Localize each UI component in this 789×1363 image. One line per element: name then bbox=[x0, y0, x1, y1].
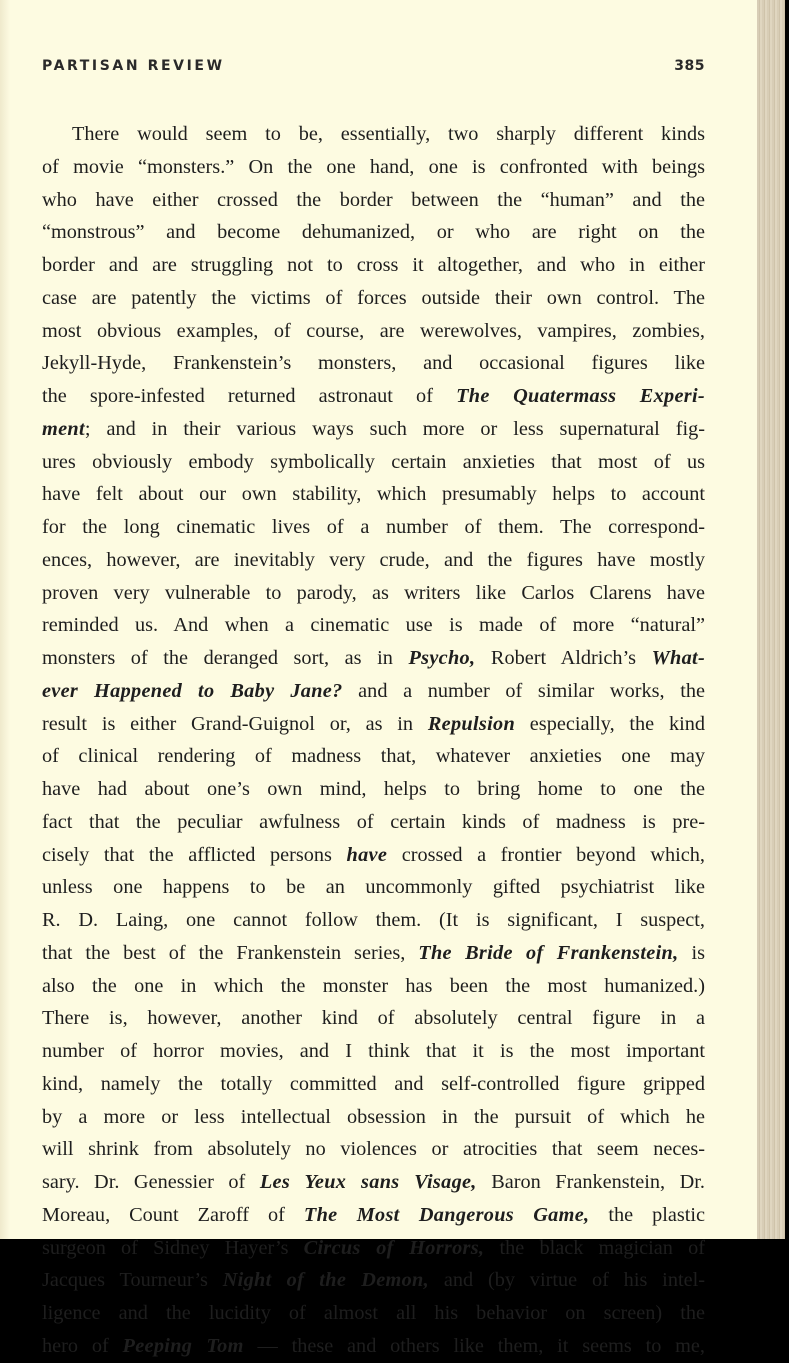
text-segment: and a number of similar works, the bbox=[342, 679, 705, 702]
text-segment: proven very vulnerable to parody, as writers like Carlos Clarens have bbox=[42, 581, 705, 604]
text-segment: fact that the peculiar awfulness of certain kinds of madness is pre- bbox=[42, 810, 705, 833]
text-line bbox=[42, 151, 705, 184]
text-segment: monsters of the deranged sort, as in bbox=[42, 647, 409, 669]
text-line bbox=[42, 1035, 705, 1068]
text-segment: that the best of the Frankenstein series, bbox=[42, 941, 419, 964]
running-header bbox=[42, 58, 705, 82]
text-line bbox=[42, 773, 705, 806]
italic-title: The Most Dangerous Game, bbox=[303, 1203, 590, 1226]
italic-title: Les Yeux sans Visage, bbox=[259, 1171, 477, 1193]
text-segment: by a more or less intellectual obsession in the pursuit of which he bbox=[42, 1105, 705, 1128]
italic-title: Circus of Horrors, bbox=[303, 1236, 485, 1259]
text-segment: unless one happens to be an uncommonly gifted psychiatrist like bbox=[42, 876, 705, 899]
text-line bbox=[42, 609, 705, 642]
italic-title: What- bbox=[651, 647, 705, 669]
text-line bbox=[42, 937, 705, 970]
text-line bbox=[42, 970, 705, 1003]
italic-title: ment bbox=[42, 417, 85, 440]
text-line bbox=[42, 904, 705, 937]
text-line bbox=[42, 1068, 705, 1101]
text-line bbox=[42, 642, 705, 675]
text-line bbox=[42, 1330, 705, 1363]
text-line bbox=[42, 544, 705, 577]
text-line bbox=[42, 413, 705, 446]
text-segment: ligence and the lucidity of almost all his behavior on screen) the bbox=[42, 1302, 705, 1324]
text-line bbox=[42, 871, 705, 904]
text-segment: have felt about our own stability, which presumably helps to account bbox=[42, 483, 705, 506]
text-segment: will shrink from absolutely no violences or atrocities that seem neces- bbox=[42, 1138, 705, 1161]
text-line bbox=[42, 740, 705, 773]
text-segment: Baron Frankenstein, Dr. bbox=[476, 1171, 705, 1193]
text-line bbox=[42, 216, 705, 249]
text-segment: There would seem to be, essentially, two sharply different kinds bbox=[72, 123, 705, 145]
text-segment: the plastic bbox=[589, 1203, 706, 1226]
text-segment: number of horror movies, and I think that it is the most important bbox=[42, 1040, 705, 1062]
text-line bbox=[42, 577, 705, 610]
italic-title: Psycho, bbox=[408, 647, 476, 669]
text-segment: There is, however, another kind of absolutely central figure in a bbox=[42, 1007, 705, 1030]
text-line bbox=[42, 1297, 705, 1330]
italic-title: Peeping Tom bbox=[122, 1334, 244, 1357]
text-line bbox=[42, 675, 705, 708]
text-line bbox=[42, 1133, 705, 1166]
text-segment: the spore-infested returned astronaut of bbox=[42, 385, 457, 407]
text-line bbox=[42, 446, 705, 479]
text-segment: Jekyll-Hyde, Frankenstein’s monsters, and occasional figures like bbox=[42, 352, 705, 375]
text-segment: Moreau, Count Zaroff of bbox=[42, 1203, 304, 1226]
text-segment: of movie “monsters.” On the one hand, one is confronted with beings bbox=[42, 155, 705, 178]
text-segment: ; and in their various ways such more or less supernatural fig- bbox=[84, 417, 705, 440]
text-line bbox=[42, 806, 705, 839]
text-segment: case are patently the victims of forces outside their own control. The bbox=[42, 286, 705, 309]
text-line bbox=[42, 118, 705, 151]
italic-title: have bbox=[346, 843, 388, 866]
text-segment: “monstrous” and become dehumanized, or who are right on the bbox=[42, 221, 705, 244]
italic-title: The Quatermass Experi- bbox=[456, 385, 705, 407]
text-segment: ures obviously embody symbolically certain anxieties that most of us bbox=[42, 450, 705, 473]
italic-title: ever Happened to Baby Jane? bbox=[42, 679, 343, 702]
text-segment: especially, the kind bbox=[515, 712, 705, 735]
text-line bbox=[42, 184, 705, 217]
text-line bbox=[42, 839, 705, 872]
text-segment: kind, namely the totally committed and self-controlled figure gripped bbox=[42, 1072, 705, 1095]
text-line bbox=[42, 1232, 705, 1265]
text-line bbox=[42, 249, 705, 282]
text-line bbox=[42, 315, 705, 348]
text-line bbox=[42, 1264, 705, 1297]
text-segment: reminded us. And when a cinematic use is made of more “natural” bbox=[42, 614, 705, 637]
text-segment: have had about one’s own mind, helps to bring home to one the bbox=[42, 778, 705, 800]
italic-title: Repulsion bbox=[427, 712, 516, 735]
page-edges bbox=[757, 0, 785, 1239]
text-segment: crossed a frontier beyond which, bbox=[387, 843, 705, 866]
text-segment: who have either crossed the border between the “human” and the bbox=[42, 188, 705, 211]
text-segment: hero of bbox=[42, 1334, 123, 1357]
text-line bbox=[42, 1166, 705, 1199]
text-segment: most obvious examples, of course, are werewolves, vampires, zombies, bbox=[42, 319, 705, 342]
text-line bbox=[42, 708, 705, 741]
text-segment: R. D. Laing, one cannot follow them. (It is significant, I suspect, bbox=[42, 909, 705, 931]
text-line bbox=[42, 380, 705, 413]
italic-title: Night of the Demon, bbox=[222, 1269, 429, 1292]
running-title: PARTISAN REVIEW bbox=[42, 58, 225, 74]
text-line bbox=[42, 511, 705, 544]
italic-title: The Bride of Frankenstein, bbox=[418, 941, 679, 964]
text-line bbox=[42, 1199, 705, 1232]
text-segment: also the one in which the monster has been the most humanized.) bbox=[42, 974, 705, 997]
body-text bbox=[42, 118, 705, 1363]
text-segment: surgeon of Sidney Hayer’s bbox=[42, 1236, 304, 1259]
text-line bbox=[42, 1002, 705, 1035]
text-segment: Jacques Tourneur’s bbox=[42, 1269, 223, 1292]
text-segment: border and are struggling not to cross it altogether, and who in either bbox=[42, 254, 705, 276]
text-segment: is bbox=[678, 941, 705, 964]
text-segment: — these and others like them, it seems to me, bbox=[243, 1334, 706, 1357]
text-segment: cisely that the afflicted persons bbox=[42, 843, 347, 866]
page-number: 385 bbox=[674, 58, 705, 74]
text-segment: of clinical rendering of madness that, whatever anxieties one may bbox=[42, 745, 705, 768]
text-line bbox=[42, 1101, 705, 1134]
text-segment: ences, however, are inevitably very crude, and the figures have mostly bbox=[42, 548, 705, 571]
text-line bbox=[42, 347, 705, 380]
text-segment: Robert Aldrich’s bbox=[475, 647, 652, 669]
text-segment: the black magician of bbox=[484, 1236, 705, 1259]
page-gutter-shadow bbox=[0, 0, 10, 1239]
text-line bbox=[42, 478, 705, 511]
text-segment: for the long cinematic lives of a number of them. The correspond- bbox=[42, 516, 705, 538]
text-line bbox=[42, 282, 705, 315]
text-segment: and (by virtue of his intel- bbox=[428, 1269, 705, 1292]
text-segment: result is either Grand-Guignol or, as in bbox=[42, 712, 428, 735]
text-segment: sary. Dr. Genessier of bbox=[42, 1171, 260, 1193]
